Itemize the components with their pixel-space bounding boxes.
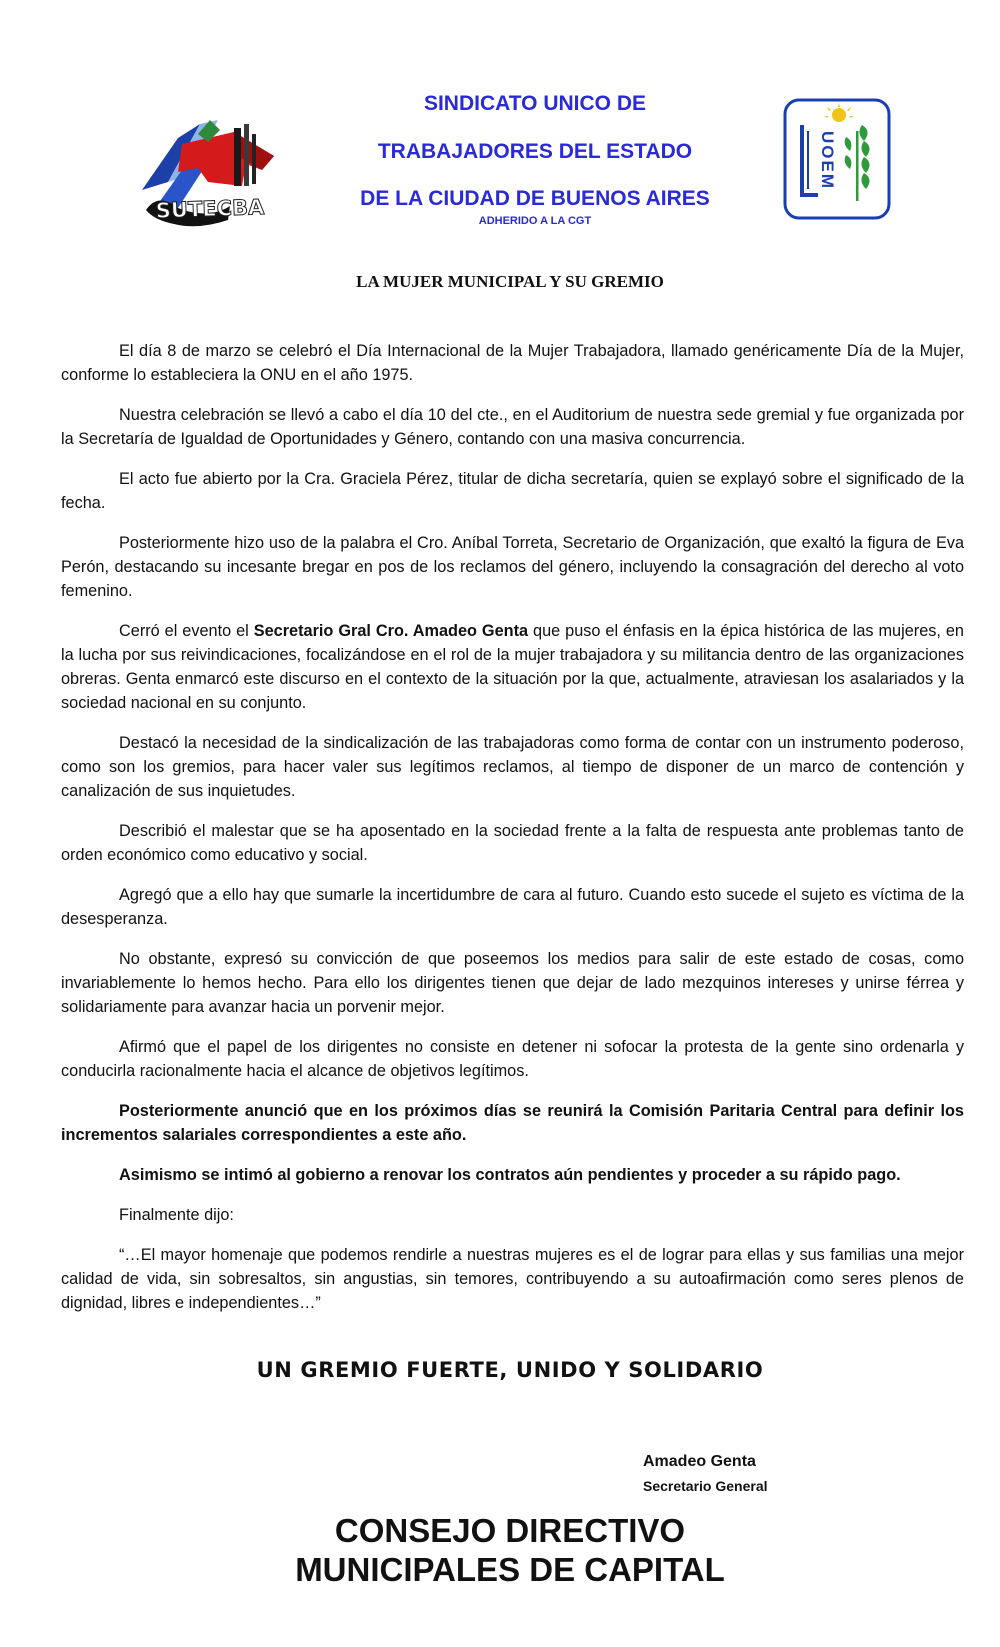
- sutecba-logo: [138, 112, 286, 236]
- paragraph-12: [61, 1163, 964, 1187]
- union-name-line-1: SINDICATO UNICO DE: [423, 92, 647, 115]
- union-affiliation: ADHERIDO A LA CGT: [478, 215, 592, 227]
- paragraph-5-highlight: Secretario Gral Cro. Amadeo Genta: [253, 622, 529, 640]
- paragraph-1: El día 8 de marzo se celebró el Día Internacional de la Mujer Trabajadora, llamado genéricamente Día de la Mujer, conforme lo estableciera la ONU en el año 1975.: [61, 342, 964, 384]
- union-name-line-3: DE LA CIUDAD DE BUENOS AIRES: [360, 187, 710, 210]
- paragraph-5: [61, 619, 964, 715]
- paragraph-11-text: Posteriormente anunció que en los próximos días se reunirá la Comisión Paritaria Central para definir los incrementos salariales correspondientes a este año.: [61, 1102, 964, 1144]
- union-name-line-2: TRABAJADORES DEL ESTADO: [377, 140, 693, 163]
- signatory-role: Secretario General: [643, 1478, 768, 1494]
- paragraph-5-lead: Cerró el evento el: [119, 622, 254, 640]
- paragraph-4: Posteriormente hizo uso de la palabra el Cro. Aníbal Torreta, Secretario de Organización, que exaltó la figura de Eva Perón, destacando su incesante bregar en pos de los reclamos del género, incluyendo la consagración del derecho al voto femenino.: [61, 534, 964, 600]
- paragraph-12-text: Asimismo se intimó al gobierno a renovar los contratos aún pendientes y proceder a su rápido pago.: [119, 1166, 901, 1184]
- uoem-logo: [782, 97, 892, 221]
- paragraph-2: Nuestra celebración se llevó a cabo el día 10 del cte., en el Auditorium de nuestra sede gremial y fue organizada por la Secretaría de Igualdad de Oportunidades y Género, contando con una masiva concurrencia.: [61, 406, 964, 448]
- signatory-name: Amadeo Genta: [643, 1453, 756, 1470]
- paragraph-5-rest: que puso el énfasis en la épica histórica de las mujeres, en la lucha por sus reivindicaciones, focalizándose en el rol de la mujer trabajadora y su militancia dentro de las organizaciones obreras. Genta enmarcó este discurso en el contexto de la situación por la que, actualmente, atraviesan los asalariados y la sociedad nacional en su conjunto.: [61, 622, 964, 712]
- paragraph-9: No obstante, expresó su convicción de que poseemos los medios para salir de este estado de cosas, como invariablemente lo hemos hecho. Para ello los dirigentes tienen que dejar de lado mezquinos intereses y unirse férrea y solidariamente para avanzar hacia un porvenir mejor.: [61, 950, 964, 1016]
- paragraph-14-quote: “…El mayor homenaje que podemos rendirle a nuestras mujeres es el de lograr para ellas y sus familias una mejor calidad de vida, sin sobresaltos, sin angustias, sin temores, contribuyendo a su autoafirmación como seres plenos de dignidad, libres e independientes…”: [61, 1246, 964, 1312]
- paragraph-13: Finalmente dijo:: [119, 1206, 234, 1224]
- document-title: LA MUJER MUNICIPAL Y SU GREMIO: [356, 272, 664, 291]
- council-line-1: CONSEJO DIRECTIVO: [334, 1512, 686, 1549]
- paragraph-3: El acto fue abierto por la Cra. Graciela Pérez, titular de dicha secretaría, quien se explayó sobre el significado de la fecha.: [61, 470, 964, 512]
- uoem-logo-text: UOEM: [818, 131, 837, 190]
- paragraph-11: [61, 1099, 964, 1147]
- article-body: [61, 339, 964, 1331]
- council-line-2: MUNICIPALES DE CAPITAL: [295, 1551, 725, 1588]
- union-slogan: UN GREMIO FUERTE, UNIDO Y SOLIDARIO: [256, 1358, 764, 1382]
- paragraph-10: Afirmó que el papel de los dirigentes no consiste en detener ni sofocar la protesta de la gente sino ordenarla y conducirla racionalmente hacia el alcance de objetivos legítimos.: [61, 1038, 964, 1080]
- paragraph-7: Describió el malestar que se ha aposentado en la sociedad frente a la falta de respuesta ante problemas tanto de orden económico como educativo y social.: [61, 822, 964, 864]
- sutecba-logo-text: SUTECBA: [155, 195, 265, 223]
- paragraph-8: Agregó que a ello hay que sumarle la incertidumbre de cara al futuro. Cuando esto sucede el sujeto es víctima de la desesperanza.: [61, 886, 964, 928]
- paragraph-6: Destacó la necesidad de la sindicalización de las trabajadoras como forma de contar con un instrumento poderoso, como son los gremios, para hacer valer sus legítimos reclamos, al tiempo de disponer de un marco de contención y canalización de sus inquietudes.: [61, 734, 964, 800]
